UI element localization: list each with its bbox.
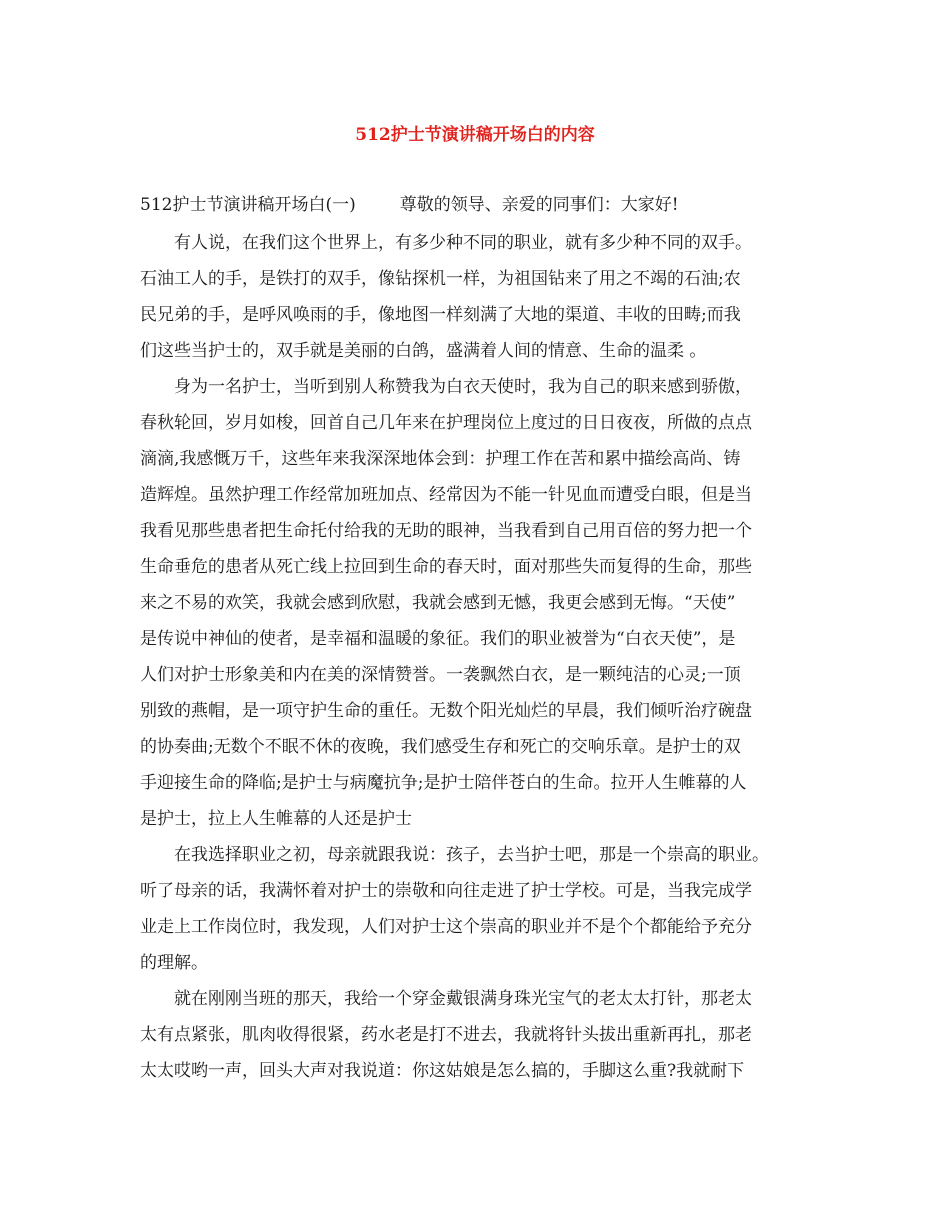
paragraph-line: 有人说，在我们这个世界上，有多少种不同的职业，就有多少种不同的双手。 [174, 233, 752, 253]
paragraph-line: 的协奏曲;无数个不眠不休的夜晚，我们感受生存和死亡的交响乐章。是护士的双 [140, 737, 741, 757]
paragraph-line: 民兄弟的手，是呼风唤雨的手，像地图一样刻满了大地的渠道、丰收的田畴;而我 [140, 305, 741, 325]
paragraph-line: 太太哎哟一声，回头大声对我说道：你这姑娘是怎么搞的，手脚这么重?我就耐下 [140, 1061, 745, 1081]
paragraph-line: 别致的燕帽，是一项守护生命的重任。无数个阳光灿烂的早晨，我们倾听治疗碗盘 [140, 701, 752, 721]
paragraph-line: 造辉煌。虽然护理工作经常加班加点、经常因为不能一针见血而遭受白眼，但是当 [140, 485, 752, 505]
paragraph-line: 春秋轮回，岁月如梭，回首自己几年来在护理岗位上度过的日日夜夜，所做的点点 [140, 413, 752, 433]
paragraph-line: 在我选择职业之初，母亲就跟我说：孩子，去当护士吧，那是一个崇高的职业。 [174, 845, 769, 865]
paragraph-line: 们这些当护士的，双手就是美丽的白鸽，盛满着人间的情意、生命的温柔 。 [140, 341, 707, 361]
paragraph-line: 生命垂危的患者从死亡线上拉回到生命的春天时，面对那些失而复得的生命，那些 [140, 557, 752, 577]
paragraph-line: 来之不易的欢笑，我就会感到欣慰，我就会感到无憾，我更会感到无悔。“天使” [140, 593, 736, 613]
paragraph-line: 人们对护士形象美和内在美的深情赞誉。一袭飘然白衣，是一颗纯洁的心灵;一顶 [140, 665, 741, 685]
paragraph-line: 石油工人的手，是铁打的双手，像钻探机一样，为祖国钻来了用之不竭的石油;农 [140, 269, 741, 289]
paragraph-line [140, 192, 679, 218]
paragraph-line: 滴滴,我感慨万千，这些年来我深深地体会到：护理工作在苦和累中描绘高尚、铸 [140, 449, 741, 469]
paragraph-line: 听了母亲的话，我满怀着对护士的崇敬和向往走进了护士学校。可是，当我完成学 [140, 881, 752, 901]
paragraph-line: 是护士，拉上人生帷幕的人还是护士 [140, 809, 412, 829]
salutation: 尊敬的领导、亲爱的同事们：大家好! [399, 195, 679, 215]
document-title: 512护士节演讲稿开场白的内容 [355, 125, 595, 145]
paragraph-line: 的理解。 [140, 953, 208, 973]
paragraph-line: 是传说中神仙的使者，是幸福和温暖的象征。我们的职业被誉为“白衣天使”，是 [140, 629, 736, 649]
paragraph-line: 就在刚刚当班的那天，我给一个穿金戴银满身珠光宝气的老太太打针，那老太 [174, 989, 752, 1009]
section-heading: 512护士节演讲稿开场白(一) [140, 195, 356, 215]
paragraph-line: 太有点紧张，肌肉收得很紧，药水老是打不进去，我就将针头拔出重新再扎，那老 [140, 1025, 752, 1045]
paragraph-line: 业走上工作岗位时，我发现，人们对护士这个崇高的职业并不是个个都能给予充分 [140, 917, 752, 937]
paragraph-line: 手迎接生命的降临;是护士与病魔抗争;是护士陪伴苍白的生命。拉开人生帷幕的人 [140, 773, 747, 793]
paragraph-line: 身为一名护士，当听到别人称赞我为白衣天使时，我为自己的职来感到骄傲， [174, 377, 752, 397]
paragraph-line: 我看见那些患者把生命托付给我的无助的眼神，当我看到自己用百倍的努力把一个 [140, 521, 752, 541]
